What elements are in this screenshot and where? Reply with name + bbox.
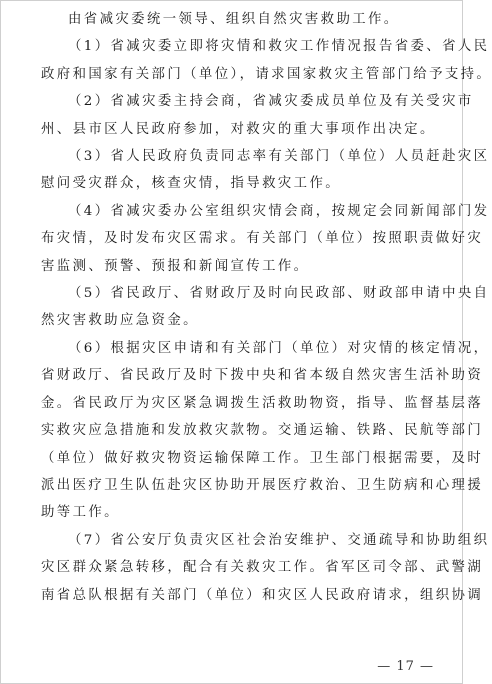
paragraph-item-5 xyxy=(41,280,490,335)
text-line: （6）根据灾区申请和有关部门（单位）对灾情的核定情况， xyxy=(68,340,490,356)
paragraph-item-6 xyxy=(41,335,490,527)
text-line: （4）省减灾委办公室组织灾情会商，按规定会同新闻部门发 xyxy=(68,203,490,219)
text-line: 慰问受灾群众，核查灾情，指导救灾工作。 xyxy=(41,176,342,192)
paragraph-item-3 xyxy=(41,143,490,198)
text-line: 然灾害救助应急资金。 xyxy=(41,313,199,329)
text-line: （2）省减灾委主持会商，省减灾委成员单位及有关受灾市 xyxy=(68,94,474,110)
text-line: 助等工作。 xyxy=(41,505,120,521)
paragraph-item-7 xyxy=(41,527,490,609)
text-line: 省财政厅、省民政厅及时下拨中央和省本级自然灾害生活补助资 xyxy=(41,368,484,384)
paragraph-intro xyxy=(41,6,436,33)
text-line: 政府和国家有关部门（单位），请求国家救灾主管部门给予支持。 xyxy=(41,66,492,82)
text-line: （5）省民政厅、省财政厅及时向民政部、财政部申请中央自 xyxy=(68,286,490,302)
text-line: 州、县市区人民政府参加，对救灾的重大事项作出决定。 xyxy=(41,121,436,137)
text-line: 灾区群众紧急转移，配合有关救灾工作。省军区司令部、武警湖 xyxy=(41,560,484,576)
paragraph-item-1 xyxy=(41,33,492,88)
text-line: 害监测、预警、预报和新闻宣传工作。 xyxy=(41,258,310,274)
text-line: （1）省减灾委立即将灾情和救灾工作情况报告省委、省人民 xyxy=(68,39,490,55)
text-line: 南省总队根据有关部门（单位）和灾区人民政府请求，组织协调 xyxy=(41,587,484,603)
paragraph-item-4 xyxy=(41,198,490,280)
text-line: 派出医疗卫生队伍赴灾区协助开展医疗救治、卫生防病和心理援 xyxy=(41,477,484,493)
paragraph-item-2 xyxy=(41,88,474,143)
text-line: 布灾情，及时发布灾区需求。有关部门（单位）按照职责做好灾 xyxy=(41,231,484,247)
text-line: （7）省公安厅负责灾区社会治安维护、交通疏导和协助组织 xyxy=(68,532,490,548)
document-body xyxy=(1,1,492,609)
text-line: 金。省民政厅为灾区紧急调拨生活救助物资，指导、监督基层落 xyxy=(41,395,484,411)
text-line: 由省减灾委统一领导、组织自然灾害救助工作。 xyxy=(68,12,400,27)
text-line: （3）省人民政府负责同志率有关部门（单位）人员赶赴灾区 xyxy=(68,149,490,165)
text-line: （单位）做好救灾物资运输保障工作。卫生部门根据需要，及时 xyxy=(41,450,484,466)
page-number: — 17 — xyxy=(377,659,434,674)
text-line: 实救灾应急措施和发放救灾款物。交通运输、铁路、民航等部门 xyxy=(41,423,484,439)
